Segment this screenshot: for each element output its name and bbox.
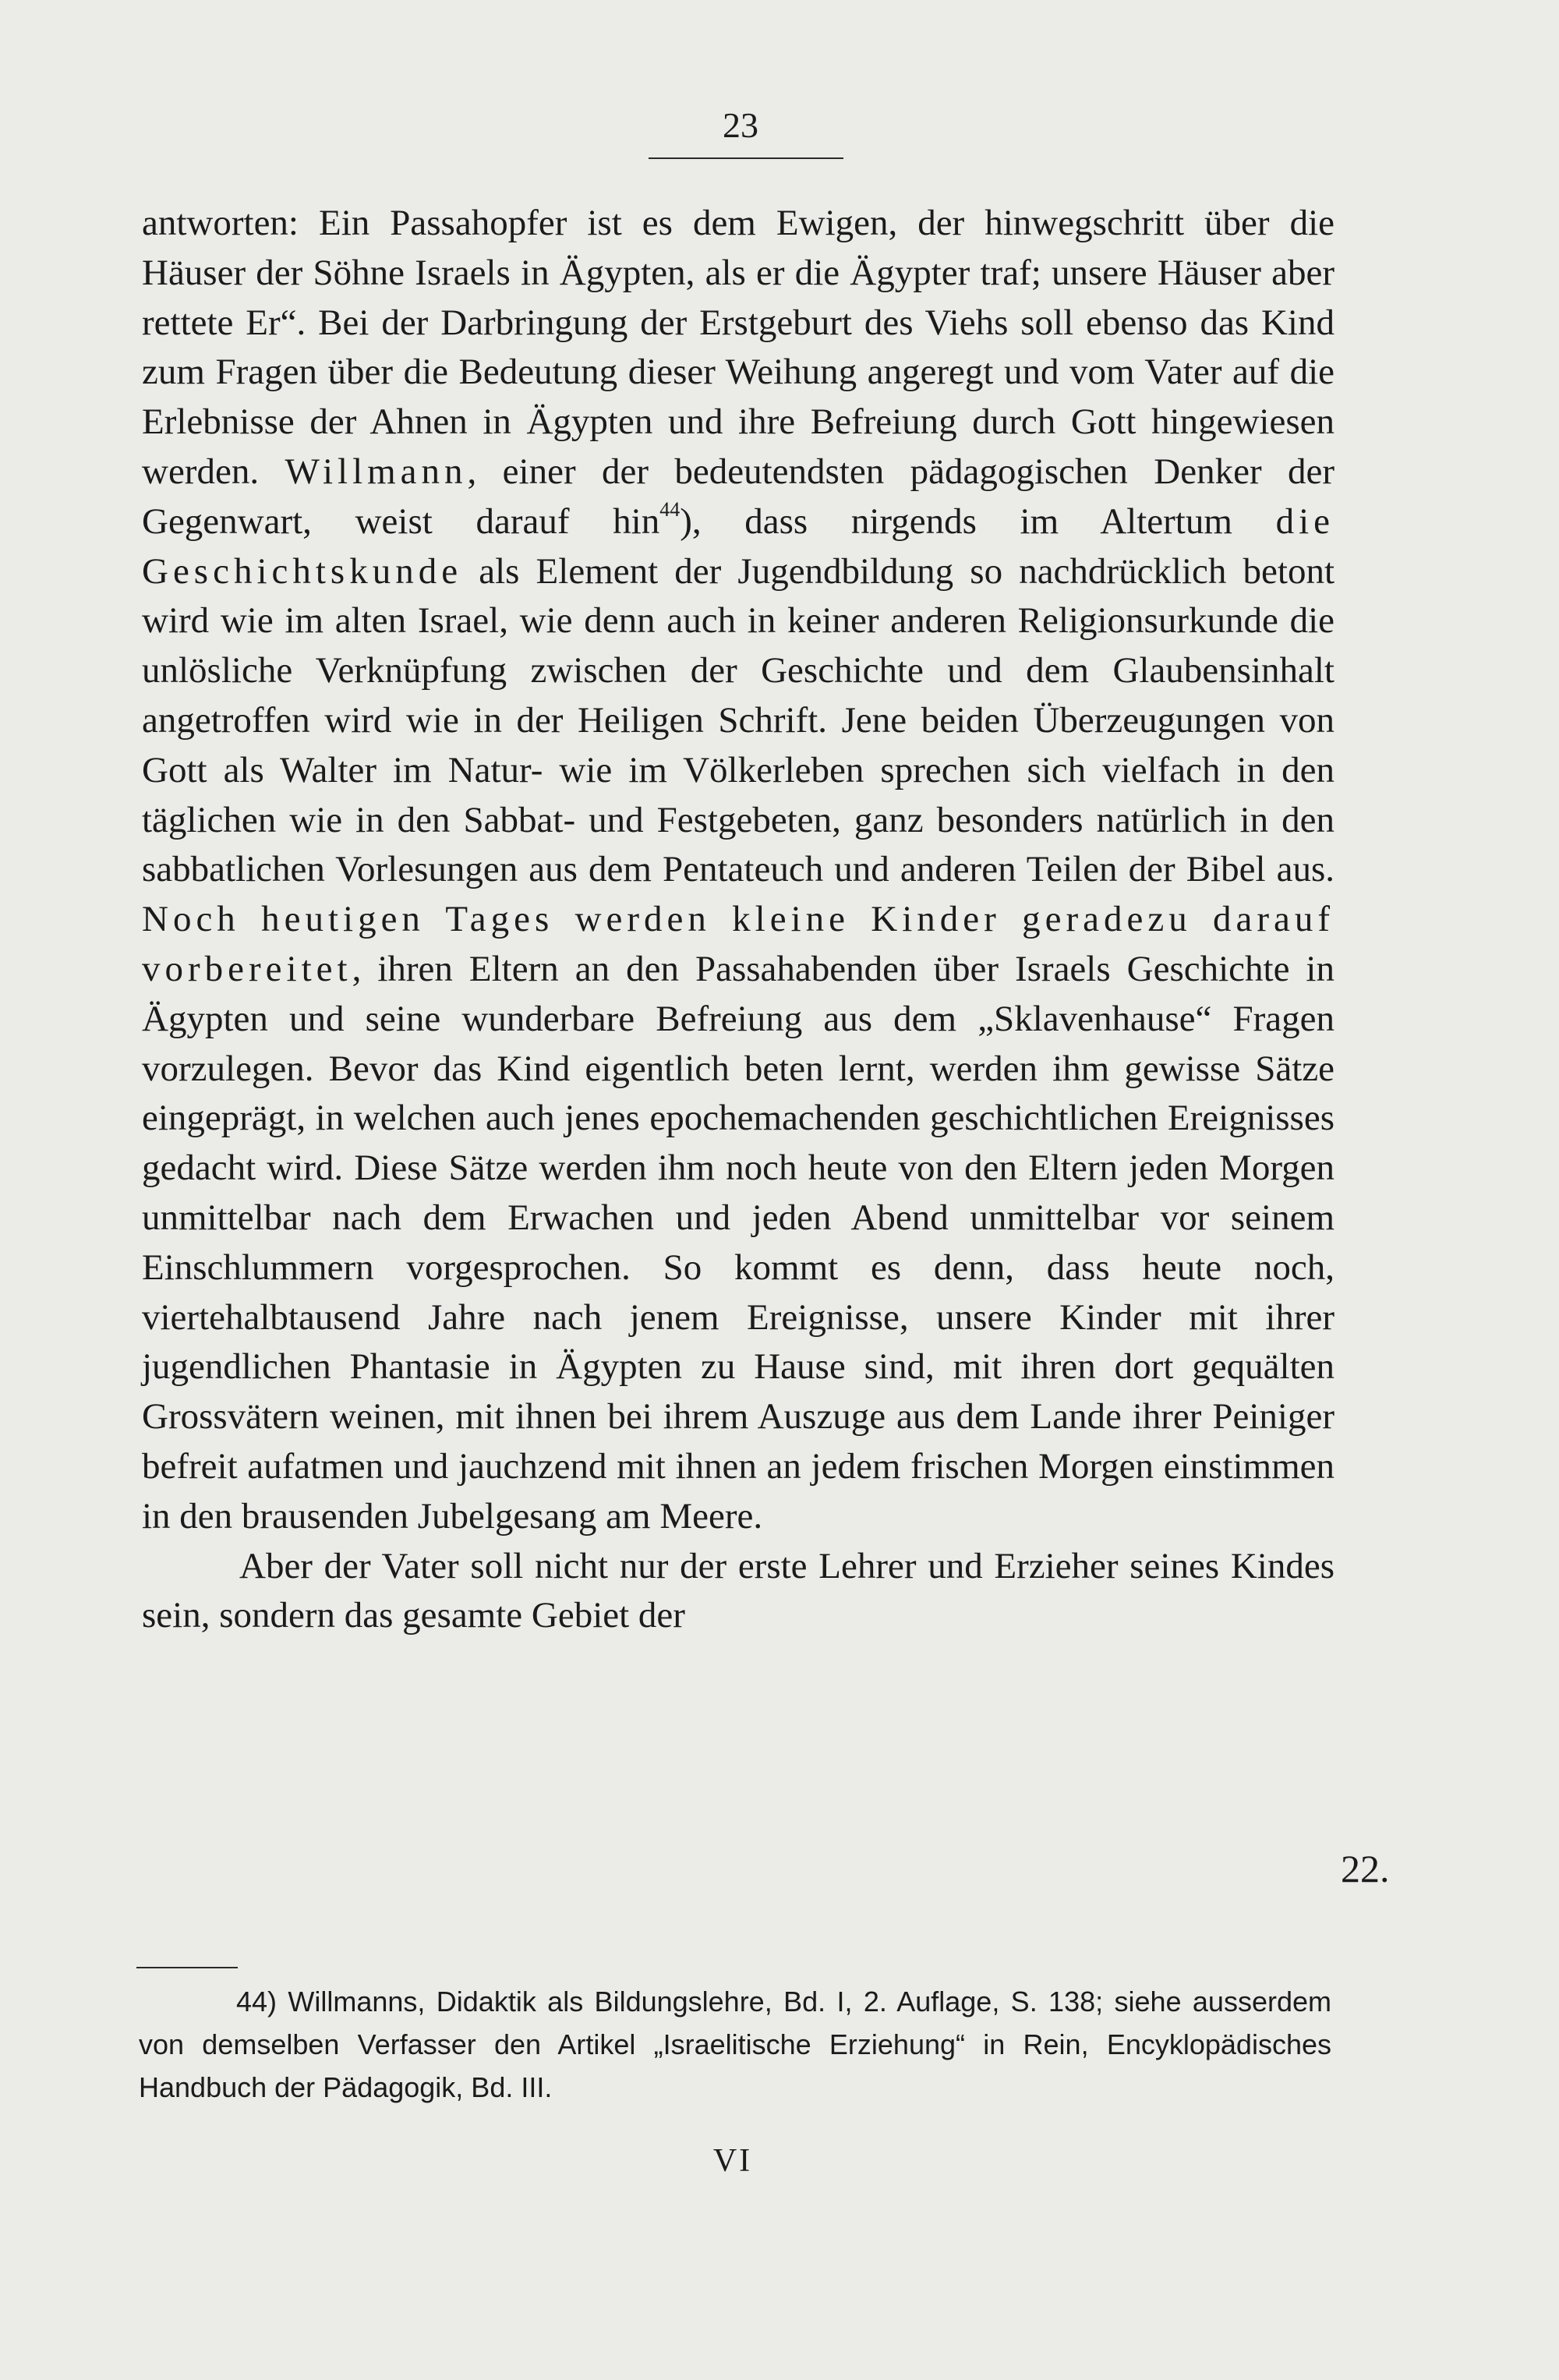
margin-note: 22.	[1341, 1847, 1390, 1890]
page-number: 23	[723, 105, 758, 145]
paragraph-1-text-d: als Element der Jugendbildung so nachdrücklich betont wird wie im alten Israel, wie denn auch in keiner anderen Religionsurkunde die unlösliche Verknüpfung zwischen der Geschichte und dem Glaubensinhalt angetroffen wird wie in der Heiligen Schrift. Jene beiden Überzeugungen von Gott als Walter im Natur- wie im Völkerleben sprechen sich vielfach in den täglichen wie in den Sabbat- und Festgebeten, ganz besonders natürlich in den sabbatlichen Vorlesungen aus dem Pentateuch und anderen Teilen der Bibel aus.	[142, 550, 1335, 890]
spaced-term-geschichtskunde: die Geschichtskunde	[142, 500, 1335, 592]
signature-mark: VI	[712, 2143, 753, 2179]
paragraph-1-text-b: , einer der bedeutendsten pädagogischen Denker der Gegenwart, weist darauf hin	[142, 451, 1335, 542]
paragraph-1-text-a: antworten: Ein Passahopfer ist es dem Ewigen, der hinwegschritt über die Häuser der Söhne Israels in Ägypten, als er die Ägypter traf; unsere Häuser aber rettete Er“. Bei der Darbringung der Erstgeburt des Viehs soll ebenso das Kind zum Fragen über die Bedeutung dieser Weihung angeregt und vom Vater auf die Erlebnisse der Ahnen in Ägypten und ihre Befreiung durch Gott hingewiesen werden.	[142, 203, 1335, 492]
paragraph-1-text-e: , ihren Eltern an den Passahabenden über Israels Geschichte in Ägypten und seine wunderbare Befreiung aus dem „Sklavenhause“ Fragen vorzulegen. Bevor das Kind eigentlich beten lernt, werden ihm gewisse Sätze eingeprägt, in welchen auch jenes epochemachenden geschichtlichen Ereignisses gedacht wird. Diese Sätze werden ihm noch heute von den Eltern jeden Morgen unmittelbar nach dem Erwachen und jeden Abend unmittelbar vor seinem Einschlummern vorgesprochen. So kommt es denn, dass heute noch, viertehalbtausend Jahre nach jenem Ereignisse, unsere Kinder mit ihrer jugendlichen Phantasie in Ägypten zu Hause sind, mit ihren dort gequälten Grossvätern weinen, mit ihnen bei ihrem Auszuge aus dem Lande ihrer Peiniger befreit aufatmen und jauchzend mit ihnen an jedem frischen Morgen einstimmen in den brausenden Jubelgesang am Meere.	[142, 948, 1335, 1537]
spaced-name-willmann: Willmann	[285, 451, 468, 492]
footnote-text: 44) Willmanns, Didaktik als Bildungslehre, Bd. I, 2. Auflage, S. 138; siehe ausserdem von demselben Verfasser den Artikel „Israelitische Erziehung“ in Rein, Encyklopädisches Handbuch der Pädagogik, Bd. III.	[139, 1986, 1331, 2103]
footnote	[139, 1980, 1331, 2109]
paragraph-1	[142, 199, 1335, 1542]
spaced-emphasis: Noch heutigen Tages werden kleine Kinder geradezu darauf vorbereitet	[142, 899, 1335, 989]
paragraph-2: Aber der Vater soll nicht nur der erste Lehrer und Erzieher seines Kindes sein, sondern das gesamte Gebiet der	[142, 1545, 1335, 1636]
footnote-reference[interactable]: 44	[659, 497, 681, 521]
footnote-rule	[136, 1967, 238, 1968]
header-rule	[649, 157, 843, 159]
paragraph-1-text-c: ), dass nirgends im Altertum	[680, 500, 1232, 542]
body-text	[142, 199, 1335, 1641]
